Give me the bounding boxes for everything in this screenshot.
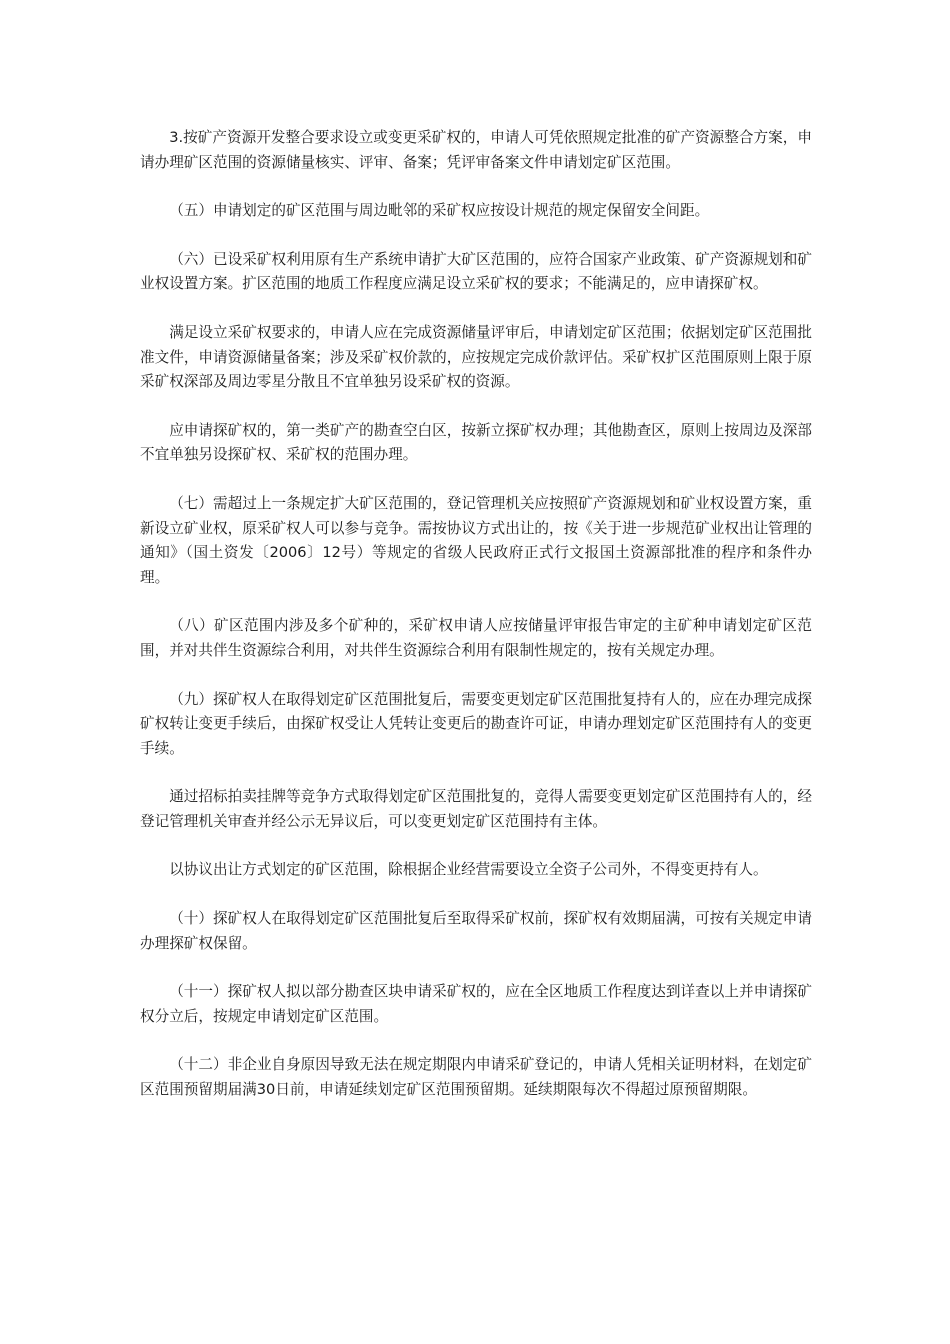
paragraph-12-extension: （十二）非企业自身原因导致无法在规定期限内申请采矿登记的，申请人凭相关证明材料，在划定矿区范围预留期届满30日前，申请延续划定矿区范围预留期。延续期限每次不得超过原预留期限。 (140, 1056, 812, 1099)
paragraph-3-resource-integration: 3.按矿产资源开发整合要求设立或变更采矿权的，申请人可凭依照规定批准的矿产资源整合方案，申请办理矿区范围的资源储量核实、评审、备案；凭评审备案文件申请划定矿区范围。 (140, 129, 812, 171)
paragraph-5-safety-distance: （五）申请划定的矿区范围与周边毗邻的采矿权应按设计规范的规定保留安全间距。 (169, 202, 710, 220)
paragraph-9-agreement-transfer: 以协议出让方式划定的矿区范围，除根据企业经营需要设立全资子公司外，不得变更持有人。 (169, 861, 768, 879)
document-body (140, 126, 812, 1127)
paragraph-11-partial-block: （十一）探矿权人拟以部分勘查区块申请采矿权的，应在全区地质工作程度达到详查以上并申请探矿权分立后，按规定申请划定矿区范围。 (140, 983, 812, 1025)
paragraph-8-multiple-minerals: （八）矿区范围内涉及多个矿种的，采矿权申请人应按储量评审报告审定的主矿种申请划定矿区范围，并对共伴生资源综合利用，对共伴生资源综合利用有限制性规定的，按有关规定办理。 (140, 617, 812, 659)
paragraph-10-retention: （十）探矿权人在取得划定矿区范围批复后至取得采矿权前，探矿权有效期届满，可按有关规定申请办理探矿权保留。 (140, 910, 812, 952)
paragraph-6-exploration-right: 应申请探矿权的，第一类矿产的勘查空白区，按新立探矿权办理；其他勘查区，原则上按周边及深部不宜单独另设探矿权、采矿权的范围办理。 (140, 421, 812, 464)
paragraph-7-exceed-expansion: （七）需超过上一条规定扩大矿区范围的，登记管理机关应按照矿产资源规划和矿业权设置方案，重新设立矿业权，原采矿权人可以参与竞争。需按协议方式出让的，按《关于进一步规范矿业权出让管理的通知》（国土资发〔2006〕12号）等规定的省级人民政府正式行文报国土资源部批准的程序和条件办理。 (140, 494, 812, 586)
paragraph-9-competitive-bidding: 通过招标拍卖挂牌等竞争方式取得划定矿区范围批复的，竞得人需要变更划定矿区范围持有人的，经登记管理机关审查并经公示无异议后，可以变更划定矿区范围持有主体。 (140, 788, 812, 830)
paragraph-9-change-holder: （九）探矿权人在取得划定矿区范围批复后，需要变更划定矿区范围批复持有人的，应在办理完成探矿权转让变更手续后，由探矿权受让人凭转让变更后的勘查许可证，申请办理划定矿区范围持有人的变更手续。 (140, 690, 812, 757)
paragraph-6-requirements: 满足设立采矿权要求的，申请人应在完成资源储量评审后，申请划定矿区范围；依据划定矿区范围批准文件，申请资源储量备案；涉及采矿权价款的，应按规定完成价款评估。采矿权扩区范围原则上限于原采矿权深部及周边零星分散且不宜单独另设采矿权的资源。 (140, 323, 812, 391)
paragraph-6-expand-area: （六）已设采矿权利用原有生产系统申请扩大矿区范围的，应符合国家产业政策、矿产资源规划和矿业权设置方案。扩区范围的地质工作程度应满足设立采矿权的要求；不能满足的，应申请探矿权。 (140, 250, 812, 293)
